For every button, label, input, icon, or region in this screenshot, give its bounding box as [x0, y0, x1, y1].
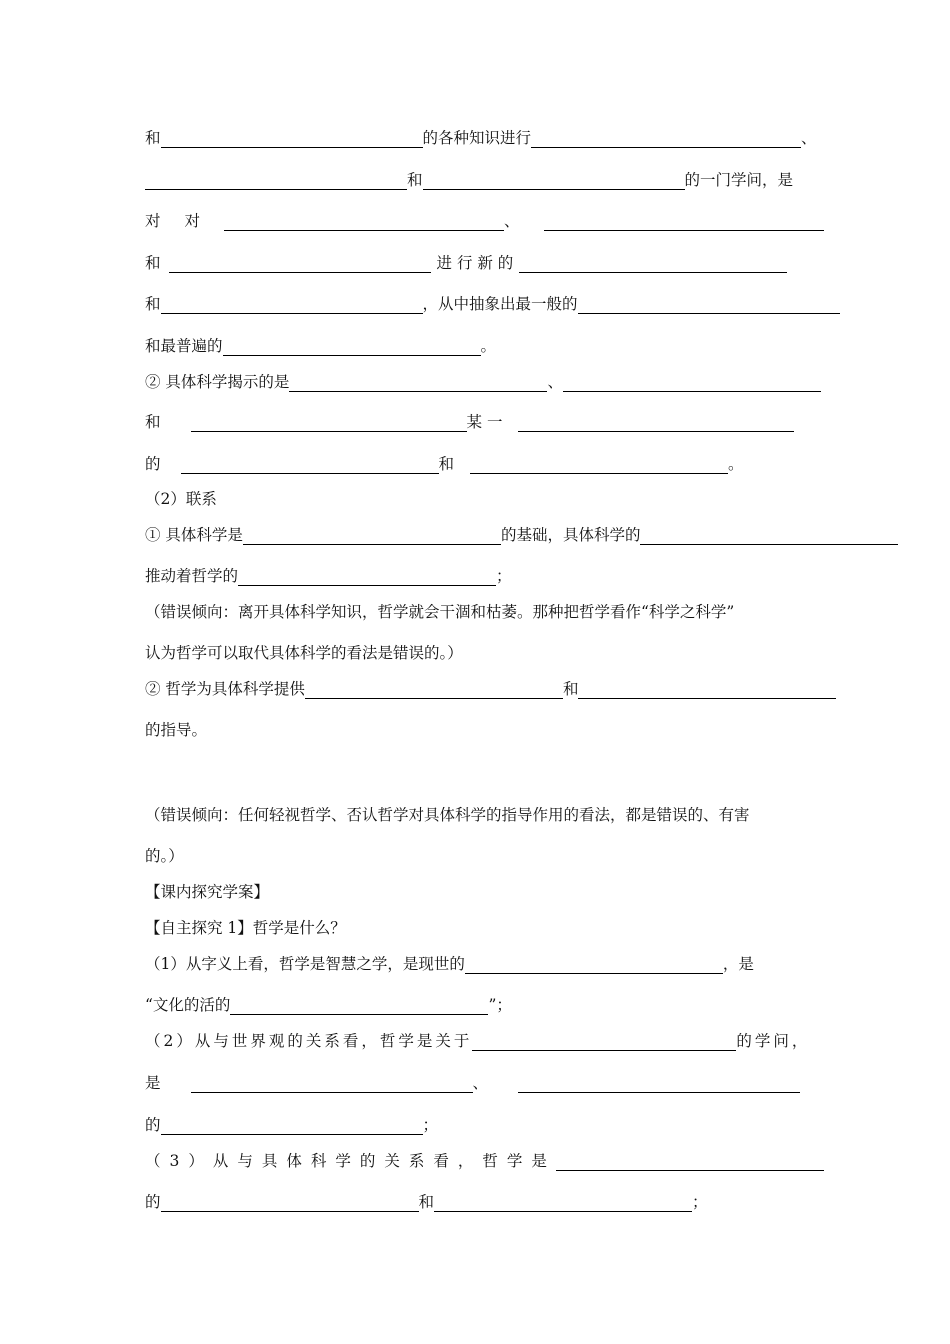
text-segment: 、 — [547, 373, 563, 391]
text-line — [145, 954, 754, 974]
fill-in-blank[interactable] — [556, 1154, 824, 1171]
fill-in-blank[interactable] — [563, 375, 821, 392]
text-segment: ② 具体科学揭示的是 — [145, 373, 290, 391]
text-segment: 对 — [184, 212, 201, 230]
fill-in-blank[interactable] — [578, 297, 840, 314]
text-line — [145, 525, 898, 545]
text-segment: ； — [422, 1116, 439, 1134]
text-segment: 和 — [145, 129, 161, 147]
text-line — [145, 489, 217, 509]
fill-in-blank[interactable] — [191, 1076, 473, 1093]
text-segment: 。 — [728, 455, 744, 473]
fill-in-blank[interactable] — [243, 528, 501, 545]
text-line — [145, 566, 512, 586]
fill-in-blank[interactable] — [434, 1195, 692, 1212]
text-segment: ，从中抽象出最一般的 — [422, 295, 578, 313]
text-segment: 的。） — [145, 847, 184, 865]
text-line — [145, 412, 794, 432]
text-line — [145, 372, 821, 392]
text-line — [145, 211, 824, 231]
text-line — [145, 170, 793, 190]
text-segment: （3）从与具体科学的关系看，哲学是 — [145, 1152, 556, 1170]
fill-in-blank[interactable] — [224, 214, 504, 231]
text-segment: 的 — [145, 1116, 161, 1134]
text-segment: （2）联系 — [145, 490, 217, 508]
text-line — [145, 679, 836, 699]
fill-in-blank[interactable] — [578, 682, 836, 699]
fill-in-blank[interactable] — [423, 173, 685, 190]
fill-in-blank[interactable] — [518, 415, 794, 432]
text-segment: （错误倾向：任何轻视哲学、否认哲学对具体科学的指导作用的看法，都是错误的、有害 — [145, 806, 750, 824]
text-segment: ，是 — [722, 955, 754, 973]
text-segment: 认为哲学可以取代具体科学的看法是错误的。） — [145, 644, 463, 662]
text-segment: 的各种知识进行 — [422, 129, 532, 147]
text-segment: ② 哲学为具体科学提供 — [145, 680, 305, 698]
text-segment: ； — [496, 567, 512, 585]
text-line — [145, 294, 840, 314]
text-segment: ① 具体科学是 — [145, 526, 243, 544]
fill-in-blank[interactable] — [169, 256, 431, 273]
text-line — [145, 1115, 438, 1135]
text-segment: （1）从字义上看，哲学是智慧之学，是现世的 — [145, 955, 465, 973]
text-line — [145, 253, 787, 273]
text-segment: 推动着哲学的 — [145, 567, 239, 585]
text-line — [145, 643, 463, 663]
fill-in-blank[interactable] — [161, 131, 423, 148]
text-line — [145, 1031, 810, 1051]
text-segment: 的 — [145, 455, 161, 473]
fill-in-blank[interactable] — [531, 131, 801, 148]
text-line — [145, 918, 346, 938]
text-segment: 和 — [145, 295, 161, 313]
text-segment: 、 — [472, 1074, 489, 1092]
text-segment: 进 行 新 的 — [436, 254, 514, 272]
text-segment: 的基础，具体科学的 — [500, 526, 641, 544]
text-segment: （错误倾向：离开具体科学知识，哲学就会干涸和枯萎。那种把哲学看作“科学之科学” — [145, 603, 735, 621]
text-segment: 的一门学问，是 — [684, 171, 794, 189]
text-segment: 和 — [562, 680, 579, 698]
fill-in-blank[interactable] — [145, 173, 407, 190]
text-segment: ； — [692, 1193, 708, 1211]
text-line — [145, 1073, 800, 1093]
fill-in-blank[interactable] — [289, 375, 547, 392]
text-line — [145, 995, 512, 1015]
fill-in-blank[interactable] — [305, 682, 563, 699]
fill-in-blank[interactable] — [544, 214, 824, 231]
fill-in-blank[interactable] — [191, 415, 467, 432]
fill-in-blank[interactable] — [161, 1195, 419, 1212]
text-segment: 是 — [145, 1074, 161, 1092]
text-segment: 和 — [407, 171, 423, 189]
fill-in-blank[interactable] — [470, 457, 728, 474]
text-line — [145, 805, 750, 825]
fill-in-blank[interactable] — [472, 1034, 736, 1051]
text-segment: 和 — [418, 1193, 435, 1211]
text-line — [145, 882, 269, 902]
fill-in-blank[interactable] — [223, 339, 481, 356]
fill-in-blank[interactable] — [230, 998, 488, 1015]
fill-in-blank[interactable] — [465, 957, 723, 974]
fill-in-blank[interactable] — [161, 297, 423, 314]
fill-in-blank[interactable] — [161, 1118, 423, 1135]
fill-in-blank[interactable] — [518, 1076, 800, 1093]
text-segment: 和最普遍的 — [145, 337, 223, 355]
text-segment: 和 — [438, 455, 455, 473]
fill-in-blank[interactable] — [640, 528, 898, 545]
text-segment: 的学问， — [736, 1032, 811, 1050]
fill-in-blank[interactable] — [181, 457, 439, 474]
text-segment: （2）从与世界观的关系看，哲学是关于 — [145, 1032, 473, 1050]
text-segment: 【课内探究学案】 — [145, 883, 270, 901]
text-segment: ”； — [488, 996, 512, 1014]
text-line — [145, 720, 207, 740]
text-line — [145, 128, 817, 148]
text-line — [145, 602, 734, 622]
text-segment: “文化的活的 — [145, 996, 231, 1014]
text-segment: 某 一 — [466, 413, 503, 431]
text-line — [145, 1151, 824, 1171]
text-segment: 的指导。 — [145, 721, 208, 739]
text-line — [145, 336, 496, 356]
text-segment: 和 — [145, 254, 161, 272]
text-segment: 对 — [145, 212, 161, 230]
text-segment: 和 — [145, 413, 161, 431]
fill-in-blank[interactable] — [519, 256, 787, 273]
text-line — [145, 846, 184, 866]
text-segment: 、 — [504, 212, 520, 230]
text-segment: 【自主探究 1】哲学是什么？ — [145, 919, 346, 937]
fill-in-blank[interactable] — [238, 569, 496, 586]
text-segment: 的 — [145, 1193, 161, 1211]
text-segment: 、 — [801, 129, 817, 147]
text-segment: 。 — [480, 337, 497, 355]
text-line — [145, 1192, 708, 1212]
text-line — [145, 454, 744, 474]
